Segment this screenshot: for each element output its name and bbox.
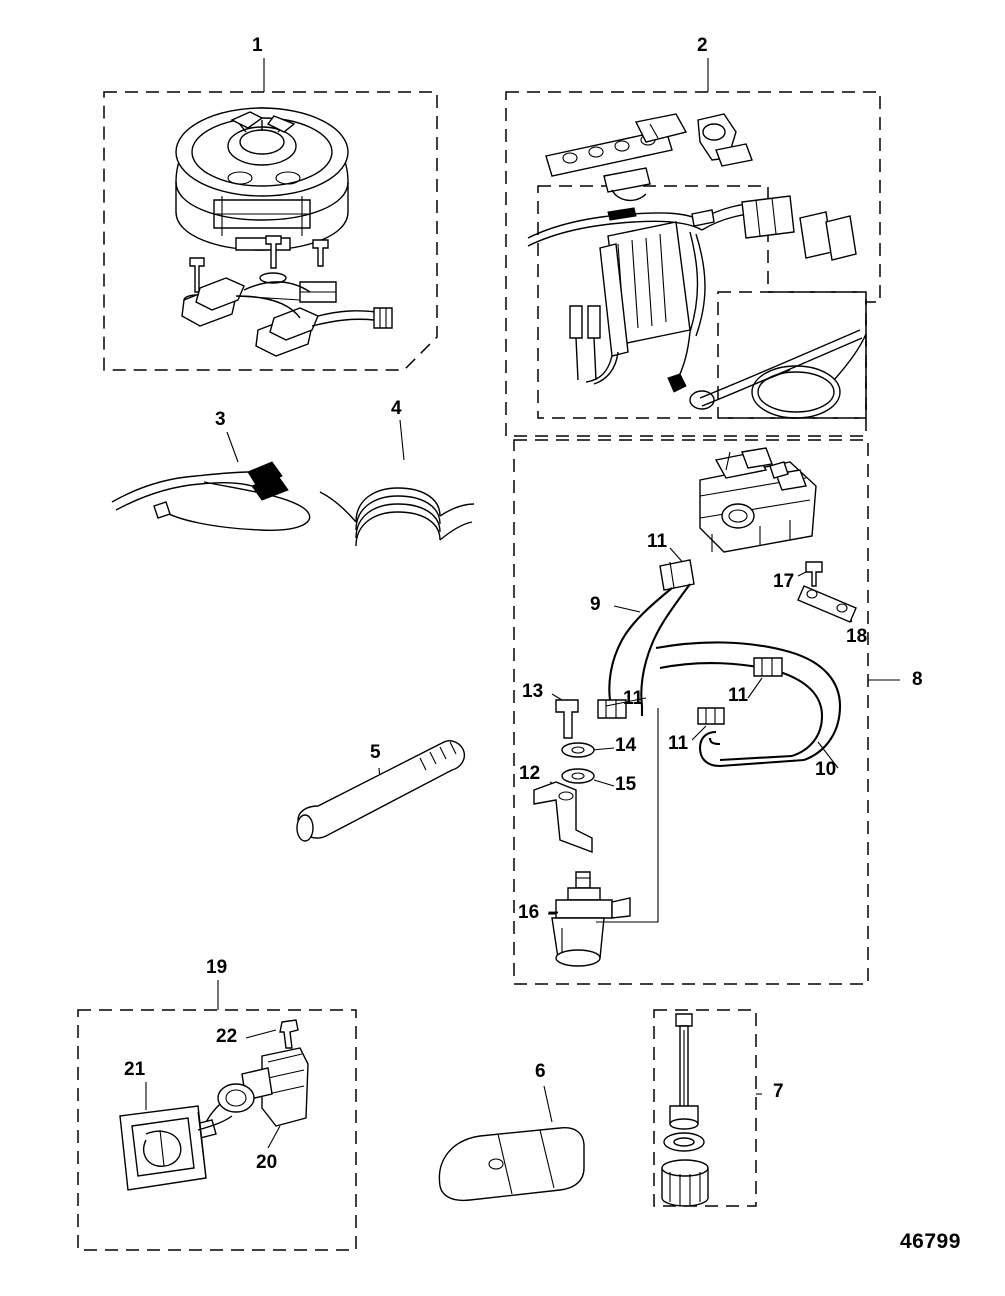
part-3-wire-lead: [112, 462, 310, 530]
callout-5: 5: [370, 742, 381, 763]
callout-19: 19: [206, 957, 228, 978]
part-6-gasket: [439, 1128, 584, 1201]
callout-16-dash: –: [548, 902, 559, 923]
screw-13: [556, 700, 578, 738]
choke-screw-22: [280, 1020, 298, 1048]
choke-plate-21: [120, 1106, 232, 1190]
drawing-number: 46799: [900, 1230, 961, 1253]
callout-15: 15: [615, 774, 637, 795]
callout-10: 10: [815, 759, 837, 780]
link-strap-18: [798, 586, 856, 622]
callout-4: 4: [391, 398, 402, 419]
callout-3: 3: [215, 409, 226, 430]
flywheel-coil-leads: [182, 278, 392, 356]
bolt-17: [806, 562, 822, 586]
callout-11-a: 11: [647, 531, 668, 552]
group-2-boundary: [506, 92, 880, 436]
callout-22: 22: [216, 1026, 238, 1047]
lock-washer-15: [562, 769, 594, 783]
choke-lever-20: [196, 1048, 308, 1138]
callout-14: 14: [615, 735, 637, 756]
callout-21: 21: [124, 1059, 146, 1080]
callout-11-b: 11: [623, 688, 644, 709]
callout-8: 8: [912, 669, 923, 690]
callout-6: 6: [535, 1061, 546, 1082]
callout-12: 12: [519, 763, 541, 784]
bracket-12: [534, 782, 592, 852]
part-7-shaft-nut: [662, 1014, 708, 1206]
lanyard-cord-part: [690, 330, 866, 418]
callout-11-d: 11: [668, 733, 689, 754]
part-4-coil-spring: [320, 488, 474, 546]
callout-17: 17: [773, 571, 795, 592]
callout-20: 20: [256, 1152, 278, 1173]
callout-9: 9: [590, 594, 601, 615]
callout-16: 16: [518, 902, 540, 923]
carburetor-part: [700, 448, 816, 552]
switchbox-part: [570, 222, 690, 384]
fuel-pump-16: [552, 872, 630, 966]
callout-1: 1: [252, 35, 263, 56]
callout-7: 7: [773, 1081, 784, 1102]
callout-13: 13: [522, 681, 544, 702]
callout-18: 18: [846, 626, 868, 647]
flywheel-part: [176, 108, 348, 250]
ignition-bracket-parts: [546, 114, 752, 200]
callout-2: 2: [697, 35, 708, 56]
washer-14: [562, 743, 594, 757]
callout-11-c: 11: [728, 685, 749, 706]
